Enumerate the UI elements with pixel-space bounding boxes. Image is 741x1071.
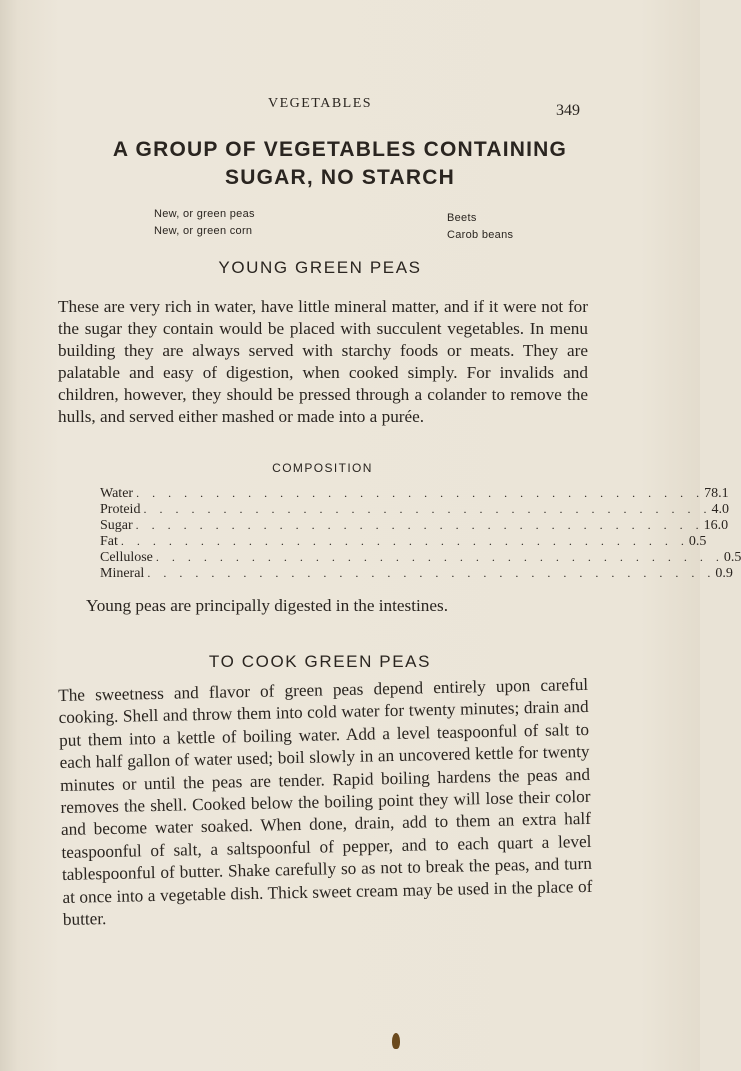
composition-value: 0.9 — [715, 566, 733, 581]
table-row — [100, 566, 733, 582]
composition-name: Sugar — [100, 518, 133, 533]
leader-dots: . . . . . . . . . . . . . . . . . . . . . . . . . . . . . . . . . . . . — [155, 550, 724, 564]
composition-name: Water — [100, 486, 134, 501]
cook-green-peas-heading: TO COOK GREEN PEAS — [208, 652, 432, 671]
table-row — [100, 486, 729, 502]
list-item: New, or green corn — [154, 225, 253, 237]
table-row — [100, 550, 741, 566]
composition-table — [100, 486, 741, 582]
composition-value: 0.5 — [723, 550, 741, 565]
section-title — [40, 136, 640, 192]
section-title-line-1: A GROUP OF VEGETABLES CONTAINING — [112, 138, 568, 161]
leader-dots: . . . . . . . . . . . . . . . . . . . . . . . . . . . . . . . . . . . . — [136, 486, 705, 500]
young-green-peas-heading: YOUNG GREEN PEAS — [218, 258, 422, 277]
vegetable-list-left — [154, 206, 255, 240]
composition-name: Mineral — [100, 566, 145, 581]
list-item: Beets — [447, 212, 477, 224]
digestion-note: Young peas are principally digested in the intestines. — [86, 596, 448, 615]
table-row — [100, 502, 729, 518]
composition-label: COMPOSITION — [272, 461, 373, 475]
composition-name: Fat — [100, 534, 118, 549]
composition-value: 78.1 — [704, 486, 729, 501]
composition-value: 0.5 — [688, 534, 707, 549]
composition-value: 4.0 — [711, 502, 729, 517]
composition-name: Cellulose — [100, 550, 153, 565]
running-head: VEGETABLES — [267, 96, 373, 111]
ink-blot — [392, 1033, 400, 1049]
table-row — [100, 518, 729, 534]
page-number: 349 — [556, 102, 580, 119]
vegetable-list-right — [447, 210, 513, 244]
list-item: Carob beans — [447, 229, 514, 241]
leader-dots: . . . . . . . . . . . . . . . . . . . . . . . . . . . . . . . . . . . . — [120, 534, 689, 548]
composition-value: 16.0 — [703, 518, 729, 533]
table-row — [100, 534, 707, 550]
cook-green-peas-paragraph: The sweetness and flavor of green peas depend entirely upon careful cooking. Shell and throw them into cold water for twenty minutes; drain and put them into a kettle of boiling water. Add a level teaspoonful of salt to each half gallon of water used; boil slowly in an uncovered kettle for twenty minutes or until the peas are tender. Rapid boiling hardens the peas and removes the shell. Cooked below the boiling point they will lose their color and become water soaked. When done, drain, add to them an extra half teaspoonful of salt, a saltspoonful of pepper, and to each quart a level tablespoonful of butter. Shake carefully so as not to break the peas, and turn at once into a vegetable dish. Thick sweet cream may be used in the place of butter. — [58, 674, 593, 930]
leader-dots: . . . . . . . . . . . . . . . . . . . . . . . . . . . . . . . . . . . . — [135, 518, 704, 532]
young-green-peas-paragraph: These are very rich in water, have little mineral matter, and if it were not for the sugar they contain would be placed with succulent vegetables. In menu building they are always served with starchy foods or meats. They are palatable and easy of digestion, when cooked simply. For invalids and children, however, they should be pressed through a colander to remove the hulls, and served either mashed or made into a purée. — [58, 297, 588, 426]
leader-dots: . . . . . . . . . . . . . . . . . . . . . . . . . . . . . . . . . . . . — [143, 502, 712, 516]
list-item: New, or green peas — [154, 208, 255, 220]
section-title-line-2: SUGAR, NO STARCH — [225, 166, 455, 189]
leader-dots: . . . . . . . . . . . . . . . . . . . . . . . . . . . . . . . . . . . . — [147, 566, 716, 580]
composition-name: Proteid — [100, 502, 141, 517]
